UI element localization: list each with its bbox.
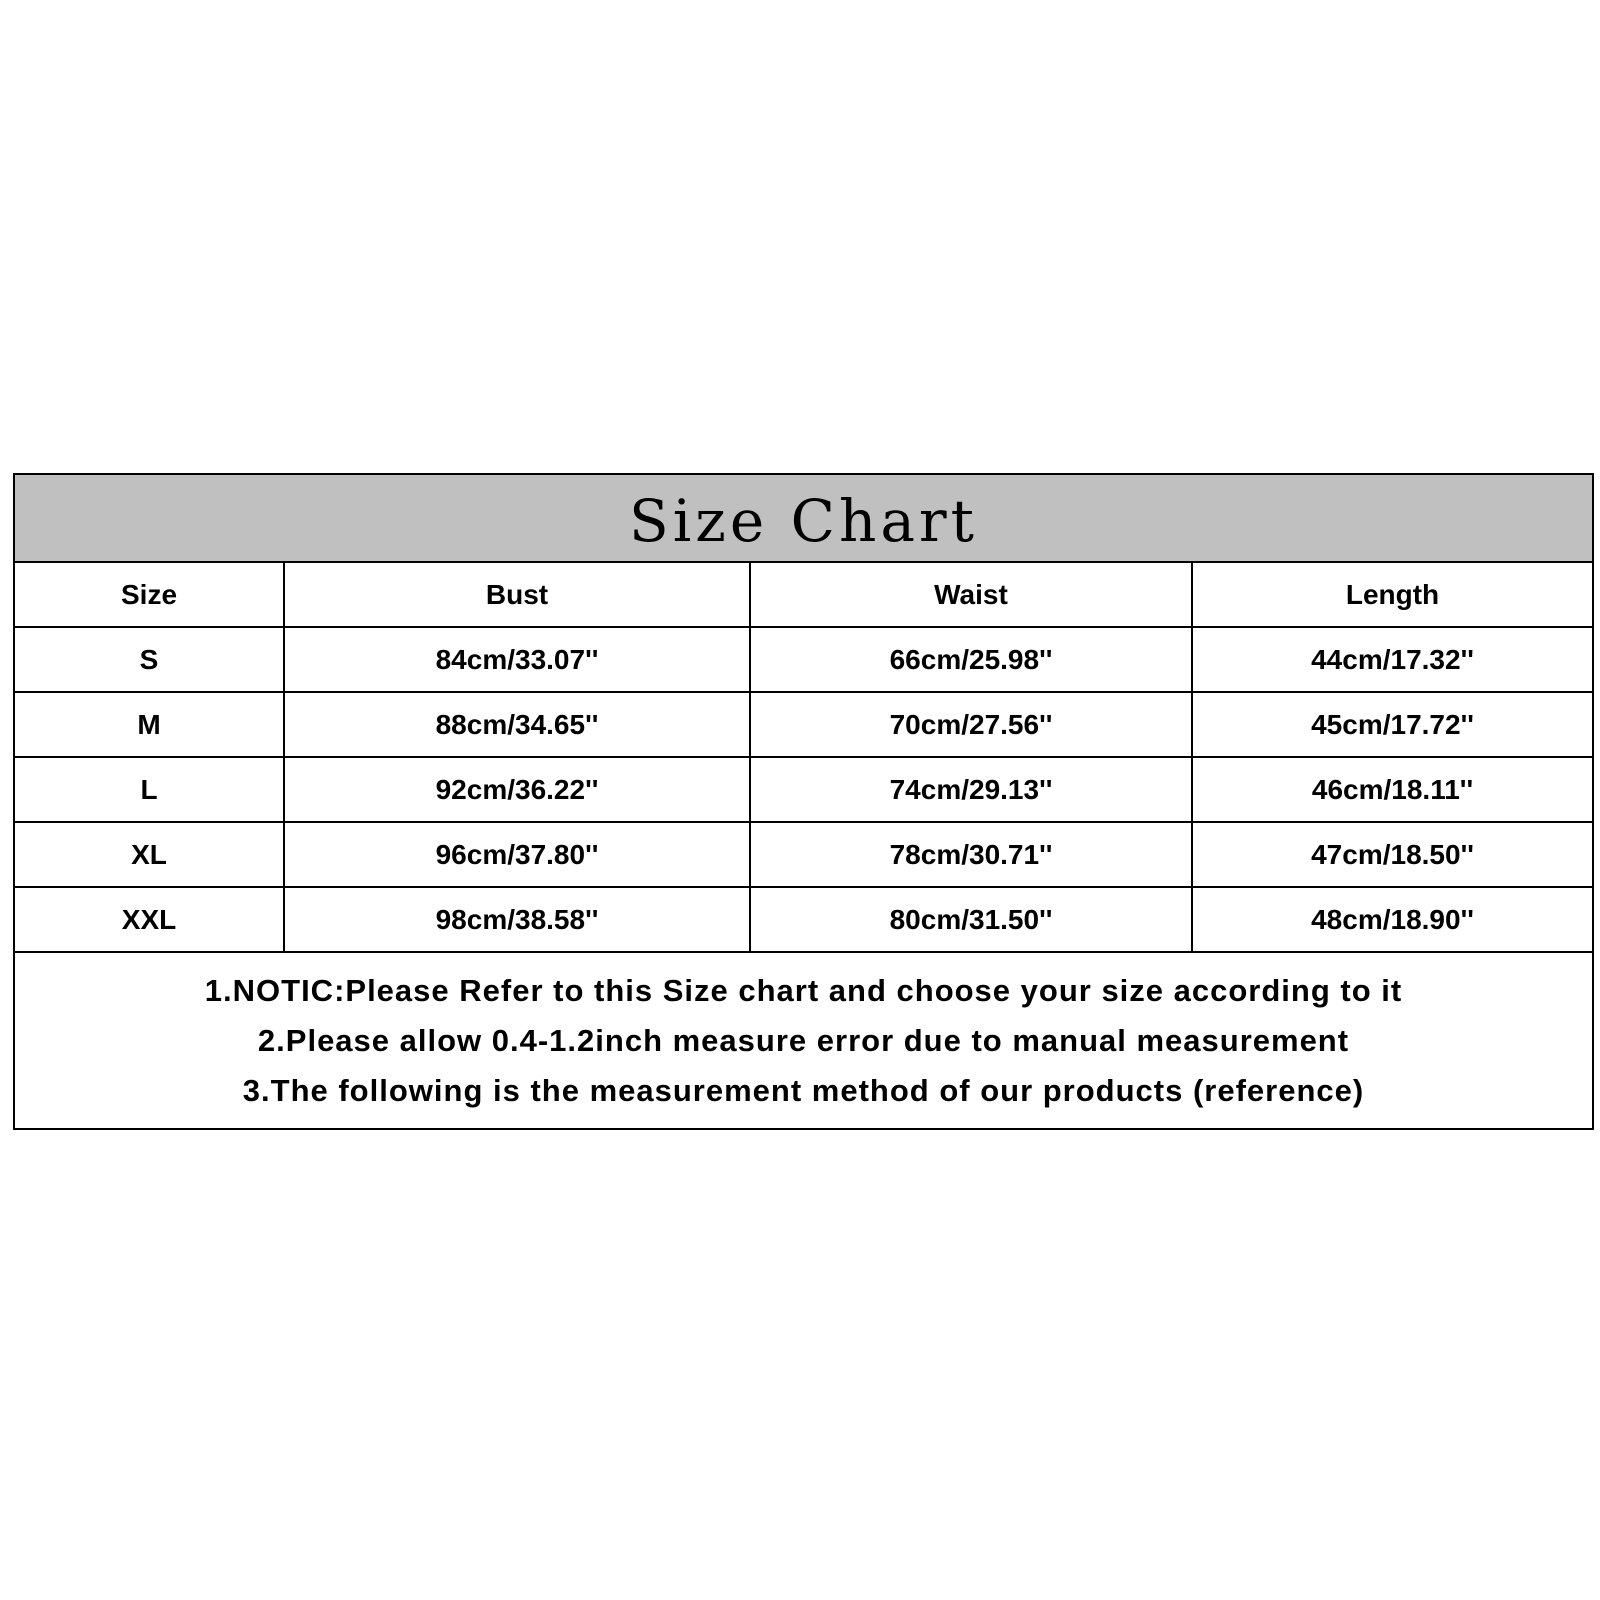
waist-cell: 80cm/31.50''	[751, 888, 1193, 951]
size-cell: S	[15, 628, 285, 691]
bust-cell: 84cm/33.07''	[285, 628, 751, 691]
column-header-size: Size	[15, 563, 285, 626]
size-chart-table	[13, 473, 1594, 1130]
table-header-row	[15, 563, 1592, 628]
size-cell: M	[15, 693, 285, 756]
table-row	[15, 823, 1592, 888]
waist-cell: 66cm/25.98''	[751, 628, 1193, 691]
waist-cell: 78cm/30.71''	[751, 823, 1193, 886]
length-cell: 46cm/18.11''	[1311, 773, 1474, 805]
note-line: 3.The following is the measurement method of our products (reference)	[242, 1072, 1365, 1108]
length-cell: 48cm/18.90''	[1311, 903, 1474, 935]
waist-cell: 70cm/27.56''	[751, 693, 1193, 756]
column-header-waist: Waist	[751, 563, 1193, 626]
size-cell: XXL	[15, 888, 285, 951]
column-header-bust: Bust	[285, 563, 751, 626]
table-row	[15, 693, 1592, 758]
note-line: 1.NOTIC:Please Refer to this Size chart and choose your size according to it	[204, 972, 1403, 1008]
length-cell: 44cm/17.32''	[1311, 643, 1474, 675]
column-header-length: Length	[1345, 578, 1440, 610]
length-cell: 45cm/17.72''	[1311, 708, 1474, 740]
bust-cell: 96cm/37.80''	[285, 823, 751, 886]
bust-cell: 98cm/38.58''	[285, 888, 751, 951]
chart-title: Size Chart	[15, 475, 1592, 563]
table-row	[15, 888, 1592, 953]
bust-cell: 92cm/36.22''	[285, 758, 751, 821]
table-row	[15, 758, 1592, 823]
bust-cell: 88cm/34.65''	[285, 693, 751, 756]
size-cell: L	[15, 758, 285, 821]
table-row	[15, 628, 1592, 693]
size-cell: XL	[15, 823, 285, 886]
waist-cell: 74cm/29.13''	[751, 758, 1193, 821]
notes-section	[15, 953, 1592, 1128]
note-line: 2.Please allow 0.4-1.2inch measure error due to manual measurement	[257, 1022, 1350, 1058]
length-cell: 47cm/18.50''	[1311, 838, 1474, 870]
